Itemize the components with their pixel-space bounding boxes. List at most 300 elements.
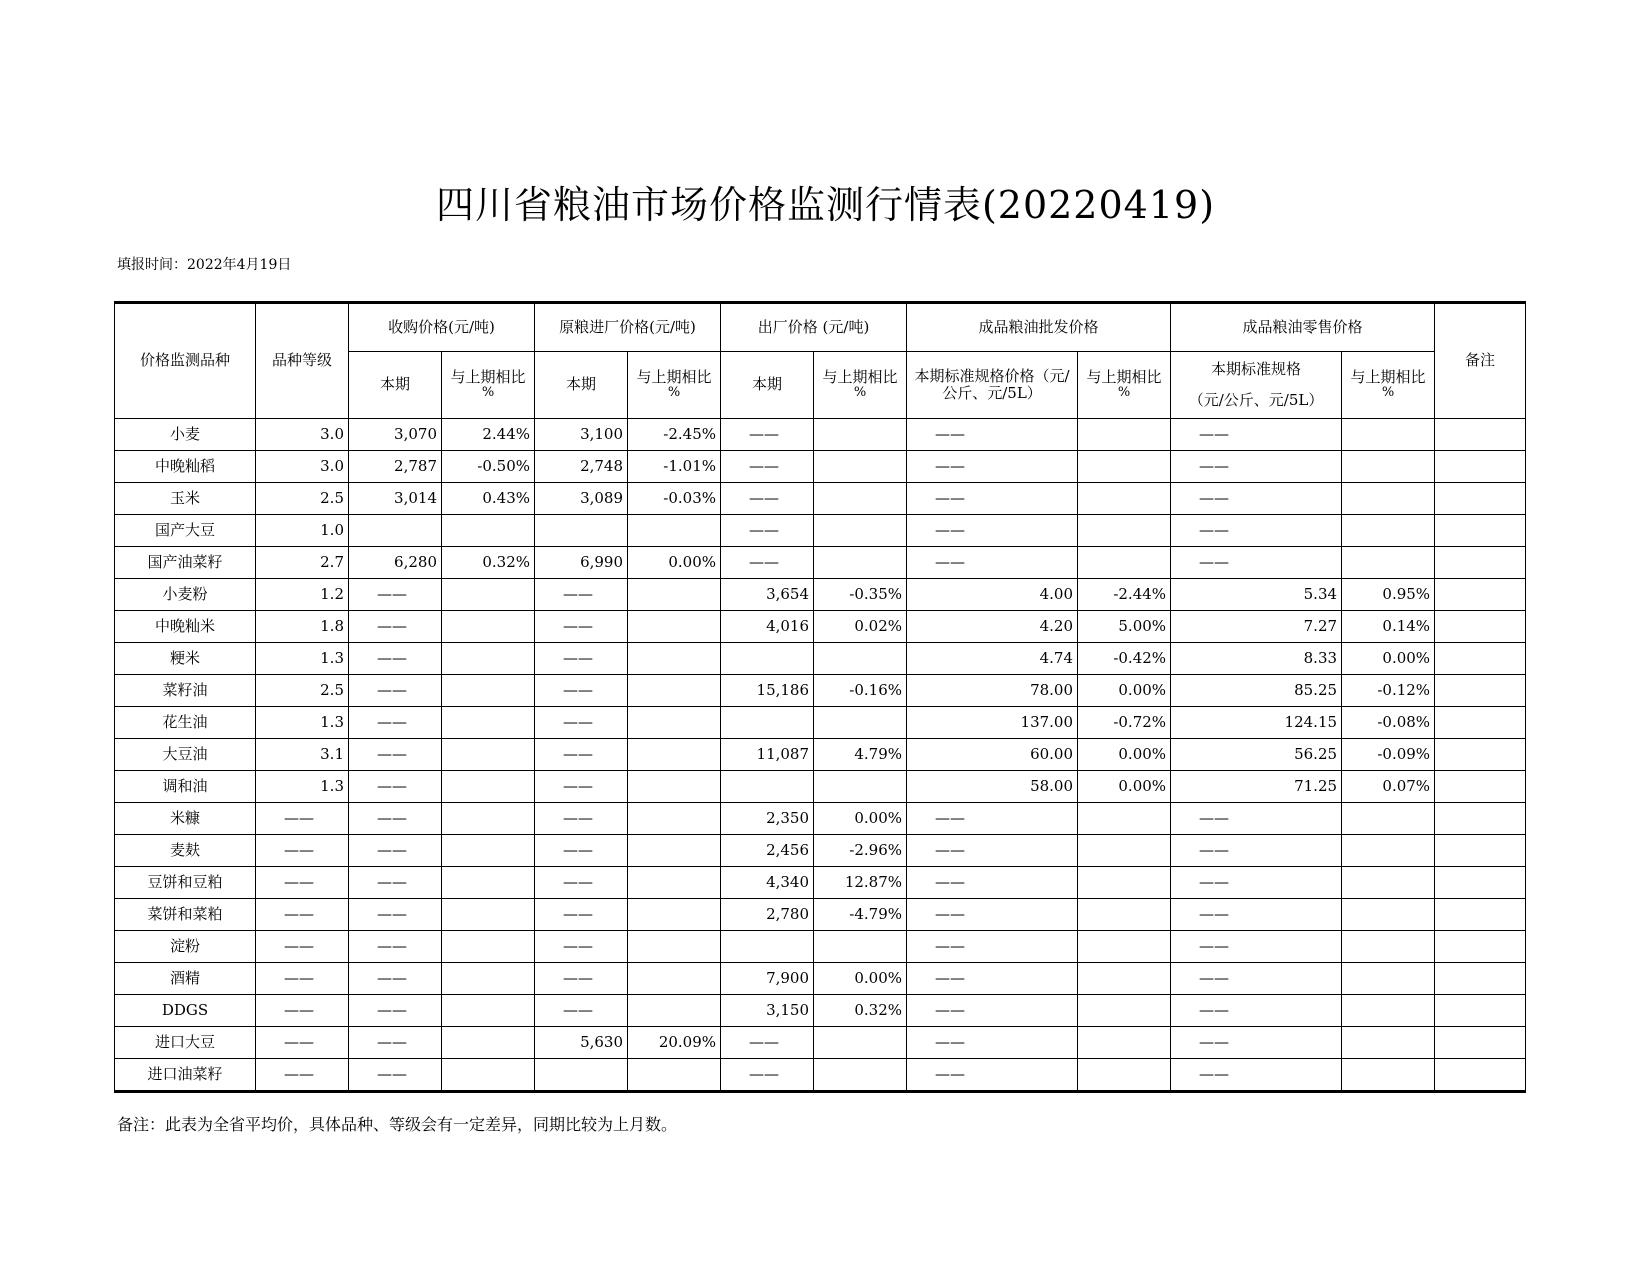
cell-grade: 2.5 <box>256 675 349 707</box>
cell-wholesale-compare <box>1078 451 1171 483</box>
cell-raw-compare <box>628 899 721 931</box>
cell-retail-compare <box>1342 547 1435 579</box>
cell-purchase-current: —— <box>349 1059 442 1092</box>
cell-variety: DDGS <box>115 995 256 1027</box>
cell-remark <box>1435 899 1526 931</box>
cell-raw-current: —— <box>535 739 628 771</box>
cell-grade: —— <box>256 1027 349 1059</box>
cell-variety: 花生油 <box>115 707 256 739</box>
cell-variety: 中晚籼米 <box>115 611 256 643</box>
cell-grade: —— <box>256 931 349 963</box>
cell-remark <box>1435 483 1526 515</box>
header-purchase: 收购价格(元/吨) <box>349 303 535 352</box>
cell-wholesale-current: —— <box>907 931 1078 963</box>
cell-purchase-current: —— <box>349 931 442 963</box>
cell-grade: 2.7 <box>256 547 349 579</box>
table-row <box>115 611 1526 643</box>
cell-retail-current: —— <box>1171 931 1342 963</box>
cell-purchase-compare <box>442 707 535 739</box>
cell-ex-current: —— <box>721 1027 814 1059</box>
cell-wholesale-current: —— <box>907 803 1078 835</box>
table-row <box>115 707 1526 739</box>
cell-remark <box>1435 419 1526 451</box>
cell-variety: 菜籽油 <box>115 675 256 707</box>
cell-grade: 1.3 <box>256 771 349 803</box>
page-title: 四川省粮油市场价格监测行情表(20220419) <box>435 183 1216 227</box>
cell-retail-compare <box>1342 515 1435 547</box>
cell-ex-current: 2,456 <box>721 835 814 867</box>
cell-purchase-current: 3,070 <box>349 419 442 451</box>
cell-raw-current: —— <box>535 771 628 803</box>
cell-wholesale-compare: -2.44% <box>1078 579 1171 611</box>
cell-ex-compare: -4.79% <box>814 899 907 931</box>
cell-retail-compare: 0.00% <box>1342 643 1435 675</box>
cell-ex-compare: 0.02% <box>814 611 907 643</box>
cell-raw-current: —— <box>535 611 628 643</box>
cell-purchase-compare <box>442 515 535 547</box>
cell-remark <box>1435 547 1526 579</box>
cell-purchase-current: —— <box>349 643 442 675</box>
cell-ex-compare: 12.87% <box>814 867 907 899</box>
cell-raw-compare: -0.03% <box>628 483 721 515</box>
cell-purchase-compare <box>442 931 535 963</box>
cell-remark <box>1435 643 1526 675</box>
cell-remark <box>1435 963 1526 995</box>
cell-wholesale-compare <box>1078 803 1171 835</box>
cell-retail-compare: 0.07% <box>1342 771 1435 803</box>
cell-retail-current: 7.27 <box>1171 611 1342 643</box>
cell-retail-current: 56.25 <box>1171 739 1342 771</box>
cell-purchase-compare: 0.43% <box>442 483 535 515</box>
cell-retail-compare <box>1342 867 1435 899</box>
header-raw-factory: 原粮进厂价格(元/吨) <box>535 303 721 352</box>
cell-retail-current: —— <box>1171 419 1342 451</box>
cell-wholesale-current: 58.00 <box>907 771 1078 803</box>
cell-retail-current: —— <box>1171 867 1342 899</box>
cell-purchase-compare: 0.32% <box>442 547 535 579</box>
cell-raw-current: —— <box>535 803 628 835</box>
cell-retail-compare <box>1342 451 1435 483</box>
cell-raw-current: —— <box>535 643 628 675</box>
table-row <box>115 1059 1526 1092</box>
header-raw-compare: 与上期相比 % <box>628 352 721 419</box>
cell-grade: 3.1 <box>256 739 349 771</box>
cell-raw-compare <box>628 803 721 835</box>
table-row <box>115 835 1526 867</box>
cell-raw-compare <box>628 1059 721 1092</box>
cell-wholesale-compare <box>1078 547 1171 579</box>
cell-wholesale-compare: 0.00% <box>1078 675 1171 707</box>
cell-raw-compare <box>628 707 721 739</box>
cell-purchase-compare <box>442 771 535 803</box>
cell-retail-current: 85.25 <box>1171 675 1342 707</box>
cell-variety: 玉米 <box>115 483 256 515</box>
cell-remark <box>1435 739 1526 771</box>
cell-raw-compare <box>628 835 721 867</box>
cell-raw-compare <box>628 963 721 995</box>
cell-remark <box>1435 771 1526 803</box>
cell-retail-compare <box>1342 803 1435 835</box>
cell-purchase-current <box>349 515 442 547</box>
cell-retail-compare <box>1342 419 1435 451</box>
header-variety: 价格监测品种 <box>115 303 256 419</box>
cell-ex-compare <box>814 1059 907 1092</box>
cell-purchase-compare <box>442 675 535 707</box>
cell-grade: 1.3 <box>256 707 349 739</box>
cell-ex-current: 7,900 <box>721 963 814 995</box>
cell-ex-compare: 4.79% <box>814 739 907 771</box>
cell-grade: 3.0 <box>256 451 349 483</box>
table-body <box>115 419 1526 1092</box>
cell-raw-current: 3,100 <box>535 419 628 451</box>
cell-wholesale-current: —— <box>907 1059 1078 1092</box>
cell-ex-current <box>721 931 814 963</box>
cell-ex-compare <box>814 451 907 483</box>
cell-remark <box>1435 451 1526 483</box>
cell-grade: —— <box>256 963 349 995</box>
cell-retail-current: —— <box>1171 451 1342 483</box>
cell-ex-current: 3,654 <box>721 579 814 611</box>
cell-raw-current: —— <box>535 931 628 963</box>
cell-ex-current: 11,087 <box>721 739 814 771</box>
header-wholesale: 成品粮油批发价格 <box>907 303 1171 352</box>
cell-purchase-compare <box>442 579 535 611</box>
cell-retail-current: —— <box>1171 835 1342 867</box>
cell-remark <box>1435 707 1526 739</box>
cell-ex-compare <box>814 707 907 739</box>
cell-retail-current: —— <box>1171 1027 1342 1059</box>
cell-purchase-compare: -0.50% <box>442 451 535 483</box>
cell-wholesale-compare: 0.00% <box>1078 771 1171 803</box>
cell-wholesale-current: —— <box>907 419 1078 451</box>
cell-variety: 国产大豆 <box>115 515 256 547</box>
cell-purchase-compare <box>442 1059 535 1092</box>
cell-ex-compare <box>814 771 907 803</box>
cell-wholesale-compare <box>1078 1027 1171 1059</box>
table-row <box>115 675 1526 707</box>
cell-raw-compare <box>628 739 721 771</box>
cell-ex-compare <box>814 483 907 515</box>
cell-variety: 菜饼和菜粕 <box>115 899 256 931</box>
cell-ex-compare: 0.00% <box>814 963 907 995</box>
cell-raw-current: —— <box>535 995 628 1027</box>
cell-grade: 2.5 <box>256 483 349 515</box>
cell-variety: 调和油 <box>115 771 256 803</box>
cell-purchase-compare <box>442 963 535 995</box>
cell-purchase-current: —— <box>349 803 442 835</box>
cell-raw-compare <box>628 579 721 611</box>
cell-retail-current: 5.34 <box>1171 579 1342 611</box>
cell-grade: —— <box>256 803 349 835</box>
cell-wholesale-current: 60.00 <box>907 739 1078 771</box>
cell-retail-compare <box>1342 1059 1435 1092</box>
cell-variety: 粳米 <box>115 643 256 675</box>
cell-remark <box>1435 515 1526 547</box>
cell-raw-current: 3,089 <box>535 483 628 515</box>
cell-purchase-compare <box>442 643 535 675</box>
cell-raw-current: —— <box>535 675 628 707</box>
cell-grade: —— <box>256 1059 349 1092</box>
cell-variety: 小麦粉 <box>115 579 256 611</box>
cell-ex-current: 4,340 <box>721 867 814 899</box>
cell-raw-compare <box>628 643 721 675</box>
cell-variety: 酒精 <box>115 963 256 995</box>
cell-ex-current: —— <box>721 483 814 515</box>
cell-ex-current: —— <box>721 419 814 451</box>
cell-purchase-compare <box>442 611 535 643</box>
cell-ex-compare: 0.32% <box>814 995 907 1027</box>
cell-retail-compare <box>1342 835 1435 867</box>
cell-wholesale-compare <box>1078 867 1171 899</box>
cell-raw-compare <box>628 515 721 547</box>
cell-variety: 中晚籼稻 <box>115 451 256 483</box>
cell-grade: 1.2 <box>256 579 349 611</box>
cell-retail-compare <box>1342 931 1435 963</box>
cell-remark <box>1435 675 1526 707</box>
cell-grade: —— <box>256 995 349 1027</box>
cell-variety: 米糠 <box>115 803 256 835</box>
cell-ex-current: 2,780 <box>721 899 814 931</box>
cell-ex-current: —— <box>721 547 814 579</box>
cell-purchase-current: 2,787 <box>349 451 442 483</box>
cell-ex-compare <box>814 419 907 451</box>
cell-wholesale-current: 78.00 <box>907 675 1078 707</box>
cell-grade: —— <box>256 835 349 867</box>
cell-retail-current: 124.15 <box>1171 707 1342 739</box>
cell-retail-compare <box>1342 899 1435 931</box>
table-row <box>115 963 1526 995</box>
cell-purchase-compare <box>442 835 535 867</box>
cell-variety: 小麦 <box>115 419 256 451</box>
cell-wholesale-current: —— <box>907 547 1078 579</box>
cell-raw-compare: 20.09% <box>628 1027 721 1059</box>
cell-wholesale-current: —— <box>907 899 1078 931</box>
table-row <box>115 451 1526 483</box>
cell-raw-compare: -1.01% <box>628 451 721 483</box>
table-row <box>115 579 1526 611</box>
cell-retail-current: —— <box>1171 995 1342 1027</box>
cell-wholesale-current: 4.74 <box>907 643 1078 675</box>
cell-wholesale-compare <box>1078 995 1171 1027</box>
cell-ex-compare <box>814 931 907 963</box>
cell-ex-current <box>721 707 814 739</box>
cell-purchase-compare <box>442 803 535 835</box>
cell-retail-compare: 0.95% <box>1342 579 1435 611</box>
cell-raw-current: —— <box>535 707 628 739</box>
fill-time: 填报时间：2022年4月19日 <box>117 257 292 273</box>
table-row <box>115 803 1526 835</box>
cell-wholesale-compare: 5.00% <box>1078 611 1171 643</box>
cell-variety: 进口油菜籽 <box>115 1059 256 1092</box>
table-row <box>115 771 1526 803</box>
table-row <box>115 995 1526 1027</box>
cell-raw-compare <box>628 675 721 707</box>
cell-variety: 国产油菜籽 <box>115 547 256 579</box>
cell-purchase-compare <box>442 1027 535 1059</box>
cell-retail-compare: -0.09% <box>1342 739 1435 771</box>
cell-purchase-current: —— <box>349 611 442 643</box>
cell-retail-current: —— <box>1171 1059 1342 1092</box>
table-row <box>115 515 1526 547</box>
cell-purchase-current: —— <box>349 963 442 995</box>
cell-purchase-compare <box>442 739 535 771</box>
cell-ex-current <box>721 643 814 675</box>
cell-purchase-current: —— <box>349 707 442 739</box>
header-purchase-compare: 与上期相比 % <box>442 352 535 419</box>
cell-variety: 麦麸 <box>115 835 256 867</box>
cell-retail-current: —— <box>1171 483 1342 515</box>
cell-purchase-current: 6,280 <box>349 547 442 579</box>
header-wholesale-current: 本期标准规格价格（元/公斤、元/5L） <box>907 352 1078 419</box>
cell-ex-compare: -0.35% <box>814 579 907 611</box>
table-row <box>115 643 1526 675</box>
cell-raw-compare <box>628 867 721 899</box>
cell-remark <box>1435 579 1526 611</box>
cell-raw-compare <box>628 611 721 643</box>
cell-retail-compare: -0.08% <box>1342 707 1435 739</box>
cell-remark <box>1435 611 1526 643</box>
cell-remark <box>1435 803 1526 835</box>
cell-ex-current: 4,016 <box>721 611 814 643</box>
cell-raw-current: —— <box>535 867 628 899</box>
cell-purchase-current: —— <box>349 995 442 1027</box>
header-retail-compare: 与上期相比 % <box>1342 352 1435 419</box>
cell-retail-current: 71.25 <box>1171 771 1342 803</box>
cell-retail-compare <box>1342 963 1435 995</box>
cell-purchase-current: —— <box>349 771 442 803</box>
cell-raw-current: —— <box>535 835 628 867</box>
cell-remark <box>1435 931 1526 963</box>
cell-purchase-current: —— <box>349 579 442 611</box>
cell-purchase-current: —— <box>349 1027 442 1059</box>
cell-purchase-compare <box>442 995 535 1027</box>
cell-variety: 豆饼和豆粕 <box>115 867 256 899</box>
cell-remark <box>1435 867 1526 899</box>
cell-grade: 1.8 <box>256 611 349 643</box>
cell-raw-compare <box>628 931 721 963</box>
header-purchase-current: 本期 <box>349 352 442 419</box>
cell-wholesale-compare: -0.42% <box>1078 643 1171 675</box>
cell-purchase-current: —— <box>349 675 442 707</box>
cell-raw-compare: 0.00% <box>628 547 721 579</box>
header-remark: 备注 <box>1435 303 1526 419</box>
table-row <box>115 931 1526 963</box>
cell-wholesale-compare <box>1078 899 1171 931</box>
cell-purchase-compare <box>442 867 535 899</box>
cell-wholesale-compare <box>1078 483 1171 515</box>
cell-ex-current: 15,186 <box>721 675 814 707</box>
cell-wholesale-current: —— <box>907 867 1078 899</box>
header-retail: 成品粮油零售价格 <box>1171 303 1435 352</box>
cell-ex-current: 3,150 <box>721 995 814 1027</box>
cell-retail-compare <box>1342 1027 1435 1059</box>
cell-retail-current: —— <box>1171 803 1342 835</box>
cell-wholesale-current: 4.00 <box>907 579 1078 611</box>
cell-grade: —— <box>256 867 349 899</box>
cell-wholesale-compare <box>1078 963 1171 995</box>
header-raw-current: 本期 <box>535 352 628 419</box>
cell-ex-compare <box>814 515 907 547</box>
cell-wholesale-current: —— <box>907 515 1078 547</box>
table-row <box>115 739 1526 771</box>
header-row-1 <box>115 303 1526 352</box>
cell-retail-compare: -0.12% <box>1342 675 1435 707</box>
cell-purchase-current: —— <box>349 739 442 771</box>
cell-retail-compare <box>1342 995 1435 1027</box>
cell-ex-compare <box>814 547 907 579</box>
header-retail-current: 本期标准规格 （元/公斤、元/5L） <box>1171 352 1342 419</box>
cell-wholesale-compare: 0.00% <box>1078 739 1171 771</box>
cell-grade: 1.3 <box>256 643 349 675</box>
cell-wholesale-current: —— <box>907 963 1078 995</box>
table-row <box>115 1027 1526 1059</box>
cell-grade: —— <box>256 899 349 931</box>
cell-raw-current: 2,748 <box>535 451 628 483</box>
cell-variety: 大豆油 <box>115 739 256 771</box>
cell-remark <box>1435 1059 1526 1092</box>
cell-retail-compare: 0.14% <box>1342 611 1435 643</box>
cell-ex-current: —— <box>721 1059 814 1092</box>
table-row <box>115 483 1526 515</box>
cell-raw-compare <box>628 771 721 803</box>
header-wholesale-compare: 与上期相比 % <box>1078 352 1171 419</box>
cell-retail-current: —— <box>1171 899 1342 931</box>
cell-purchase-current: 3,014 <box>349 483 442 515</box>
cell-raw-current <box>535 515 628 547</box>
cell-remark <box>1435 835 1526 867</box>
cell-wholesale-current: 137.00 <box>907 707 1078 739</box>
cell-purchase-compare: 2.44% <box>442 419 535 451</box>
cell-raw-compare: -2.45% <box>628 419 721 451</box>
cell-wholesale-compare <box>1078 1059 1171 1092</box>
table-row <box>115 899 1526 931</box>
cell-ex-compare: -2.96% <box>814 835 907 867</box>
cell-ex-current <box>721 771 814 803</box>
cell-grade: 3.0 <box>256 419 349 451</box>
cell-purchase-compare <box>442 899 535 931</box>
cell-wholesale-current: —— <box>907 483 1078 515</box>
cell-variety: 淀粉 <box>115 931 256 963</box>
footnote: 备注：此表为全省平均价，具体品种、等级会有一定差异，同期比较为上月数。 <box>117 1115 678 1134</box>
cell-variety: 进口大豆 <box>115 1027 256 1059</box>
cell-raw-current: —— <box>535 963 628 995</box>
cell-retail-compare <box>1342 483 1435 515</box>
header-grade: 品种等级 <box>256 303 349 419</box>
cell-raw-current: 6,990 <box>535 547 628 579</box>
cell-grade: 1.0 <box>256 515 349 547</box>
cell-raw-current <box>535 1059 628 1092</box>
header-ex-current: 本期 <box>721 352 814 419</box>
header-ex-factory: 出厂价格 (元/吨) <box>721 303 907 352</box>
cell-wholesale-current: —— <box>907 835 1078 867</box>
cell-raw-current: —— <box>535 899 628 931</box>
cell-ex-current: —— <box>721 515 814 547</box>
table-row <box>115 547 1526 579</box>
cell-remark <box>1435 1027 1526 1059</box>
cell-raw-compare <box>628 995 721 1027</box>
cell-wholesale-current: 4.20 <box>907 611 1078 643</box>
cell-raw-current: 5,630 <box>535 1027 628 1059</box>
cell-ex-compare: -0.16% <box>814 675 907 707</box>
cell-wholesale-compare <box>1078 931 1171 963</box>
cell-ex-current: 2,350 <box>721 803 814 835</box>
cell-retail-current: —— <box>1171 547 1342 579</box>
cell-ex-compare <box>814 643 907 675</box>
cell-wholesale-compare <box>1078 419 1171 451</box>
cell-raw-current: —— <box>535 579 628 611</box>
cell-purchase-current: —— <box>349 835 442 867</box>
cell-wholesale-current: —— <box>907 451 1078 483</box>
